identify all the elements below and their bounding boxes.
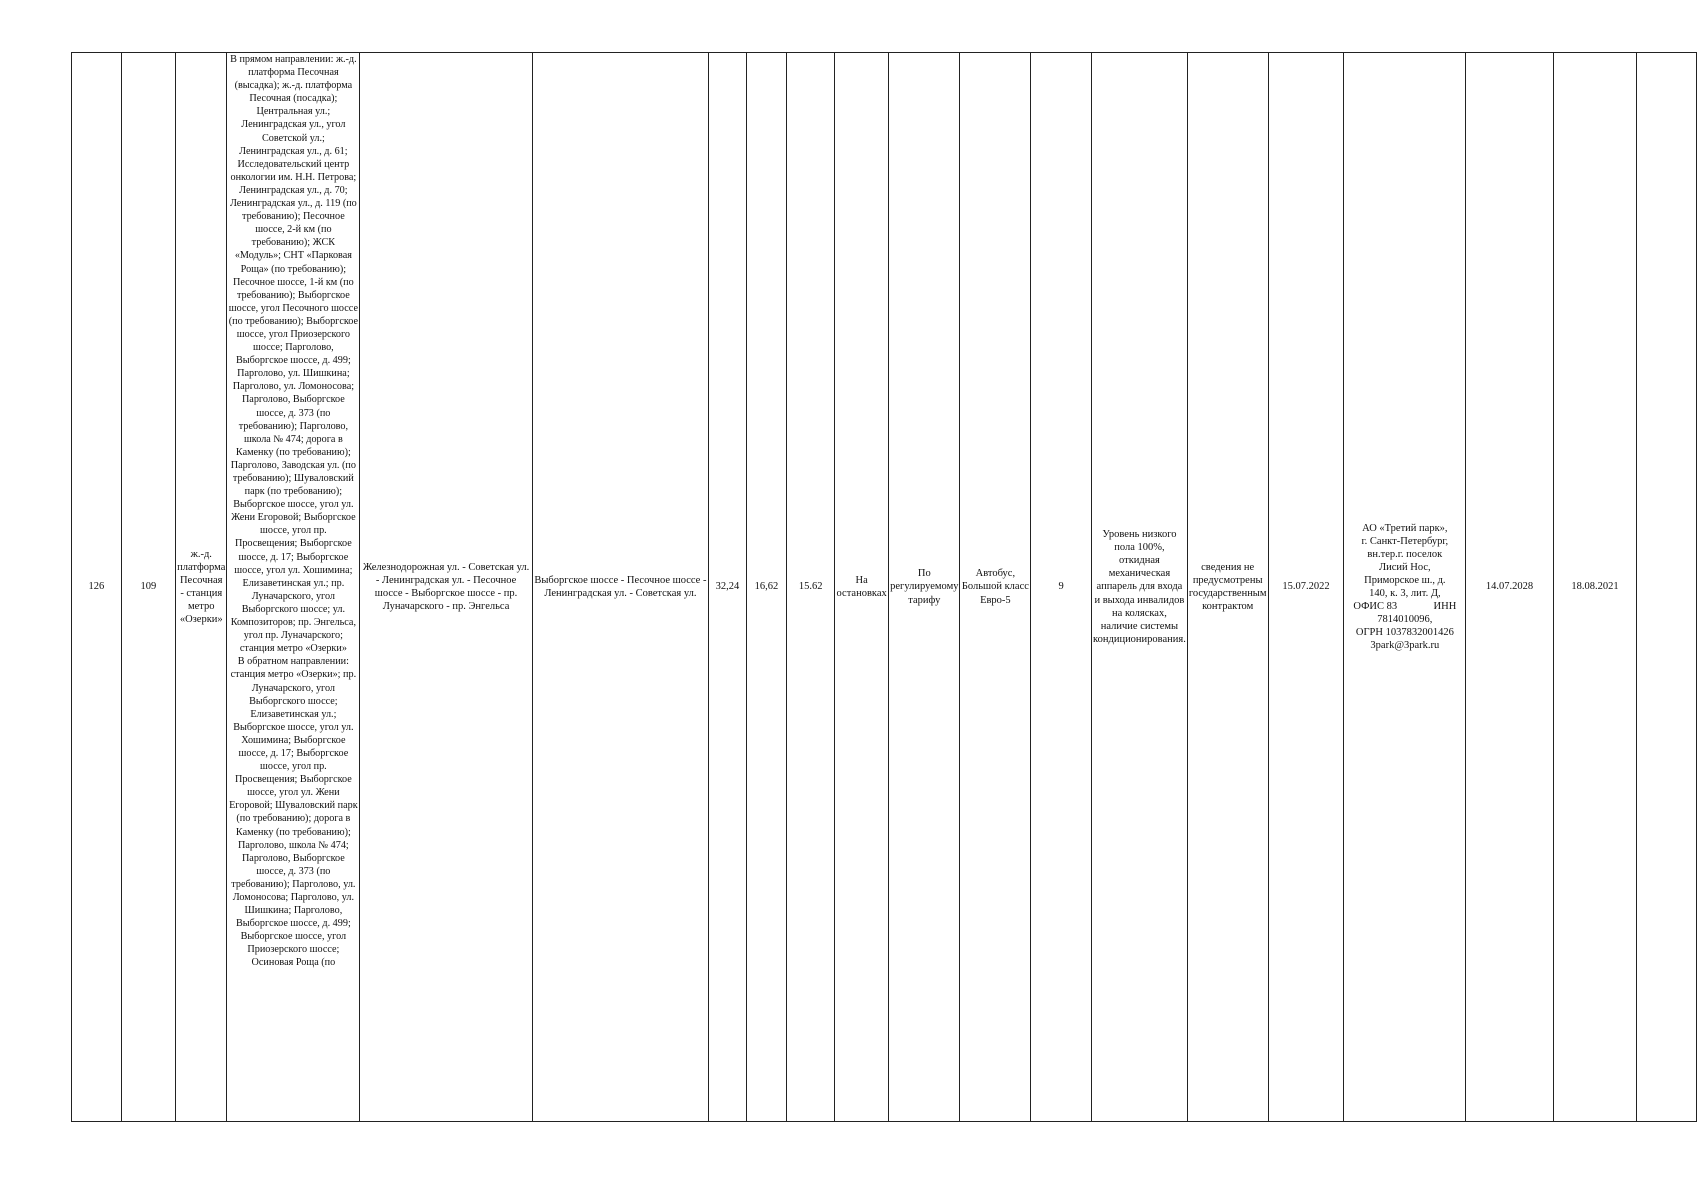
vehicle-cell: Автобус, Большой класс Евро-5 (960, 53, 1031, 1122)
carrier-email: 3park@3park.ru (1370, 640, 1440, 652)
stops-list (228, 53, 358, 1121)
carrier-cell (1344, 53, 1466, 1122)
carrier-inn: 7814010096, (1377, 614, 1433, 626)
route-registry-table (71, 52, 1697, 1122)
route-name-cell: ж.-д. платформа Песочная - станция метро «Озерки» (176, 53, 227, 1122)
registry-number-cell: 126 (72, 53, 122, 1122)
vehicle-count-cell: 9 (1031, 53, 1092, 1122)
carrier-address-line: Лисий Нос, (1379, 561, 1431, 573)
start-date-cell: 15.07.2022 (1268, 53, 1344, 1122)
carrier-ogrn: ОГРН 1037832001426 (1355, 627, 1454, 639)
note-cell (1637, 53, 1697, 1122)
route-stops-cell (227, 53, 360, 1122)
features-cell: Уровень низкого пола 100%, откидная механическая аппарель для входа и выхода инвалидов на колясках, наличие системы кондиционирования. (1092, 53, 1188, 1122)
stops-forward-text: В прямом направлении: ж.-д. платформа Песочная (высадка); ж.-д. платформа Песочная (посадка); Центральная ул.; Ленинградская ул., угол Советской ул.; Ленинградская ул., д. 61; Исследовательский центр онкологии им. Н.Н. Петрова; Ленинградская ул., д. 70; Ленинградская ул., д. 119 (по требованию); Песочное шоссе, 2-й км (по требованию); ЖСК «Модуль»; СНТ «Парковая Роща» (по требованию); Песочное шоссе, 1-й км (по требованию); Выборгское шоссе, угол Песочного шоссе (по требованию); Выборгское шоссе, угол Приозерского шоссе; Парголово, Выборгское шоссе, д. 499; Парголово, ул. Шишкина; Парголово, ул. Ломоносова; Парголово, Выборгское шоссе, д. 373 (по требованию); Парголово, школа № 474; дорога в Каменку (по требованию); Парголово, Заводская ул. (по требованию); Шуваловский парк (по требованию); Выборгское шоссе, угол ул. Жени Егоровой; Выборгское шоссе, угол пр. Просвещения; Выборгское шоссе, д. 17; Выборгское шоссе, угол ул. Хошимина; Елизаветинская ул.; пр. Луначарского, угол Выборгского шоссе; ул. Композиторов; пр. Энгельса, угол пр. Луначарского; станция метро «Озерки» (228, 54, 359, 655)
carrier-inn-label: ИНН (1433, 601, 1457, 613)
stops-back-text: В обратном направлении: станция метро «Озерки»; пр. Луначарского, угол Выборгского шоссе; Елизаветинская ул.; Выборгское шоссе, угол ул. Хошимина; Выборгское шоссе, д. 17; Выборгское шоссе, угол пр. Просвещения; Выборгское шоссе, угол ул. Жени Егоровой; Шуваловский парк (по требованию); дорога в Каменку (по требованию); Парголово, школа № 474; Парголово, Выборгское шоссе, д. 373 (по требованию); Парголово, ул. Ломоносова; Парголово, ул. Шишкина; Парголово, Выборгское шоссе, д. 499; Выборгское шоссе, угол Приозерского шоссе; Осиновая Роща (по (229, 656, 358, 969)
carrier-office: ОФИС 83 (1353, 601, 1398, 613)
boarding-order-cell: На остановках (835, 53, 889, 1122)
route-number-cell: 109 (121, 53, 175, 1122)
contract-info-cell: сведения не предусмотрены государственным контрактом (1187, 53, 1268, 1122)
streets-back-cell: Выборгское шоссе - Песочное шоссе - Ленинградская ул. - Советская ул. (532, 53, 708, 1122)
table-row (72, 53, 1697, 1122)
length-forward-cell: 32,24 (709, 53, 747, 1122)
carrier-address-line: вн.тер.г. поселок (1367, 548, 1443, 560)
carrier-name: АО «Третий парк», (1362, 522, 1448, 534)
carrier-address-line: Приморское ш., д. (1364, 574, 1446, 586)
carrier-address-line: 140, к. 3, лит. Д, (1369, 588, 1441, 599)
fare-type-cell: По регулируемому тарифу (889, 53, 960, 1122)
streets-forward-cell: Железнодорожная ул. - Советская ул. - Ленинградская ул. - Песочное шоссе - Выборгское шоссе - пр. Луначарского - пр. Энгельса (360, 53, 532, 1122)
end-date-cell: 14.07.2028 (1466, 53, 1553, 1122)
length-total-cell: 15.62 (787, 53, 835, 1122)
length-back-cell: 16,62 (746, 53, 786, 1122)
carrier-address-line: г. Санкт-Петербург, (1361, 535, 1449, 547)
carrier-office-inn-line (1345, 600, 1464, 613)
registry-date-cell: 18.08.2021 (1553, 53, 1637, 1122)
